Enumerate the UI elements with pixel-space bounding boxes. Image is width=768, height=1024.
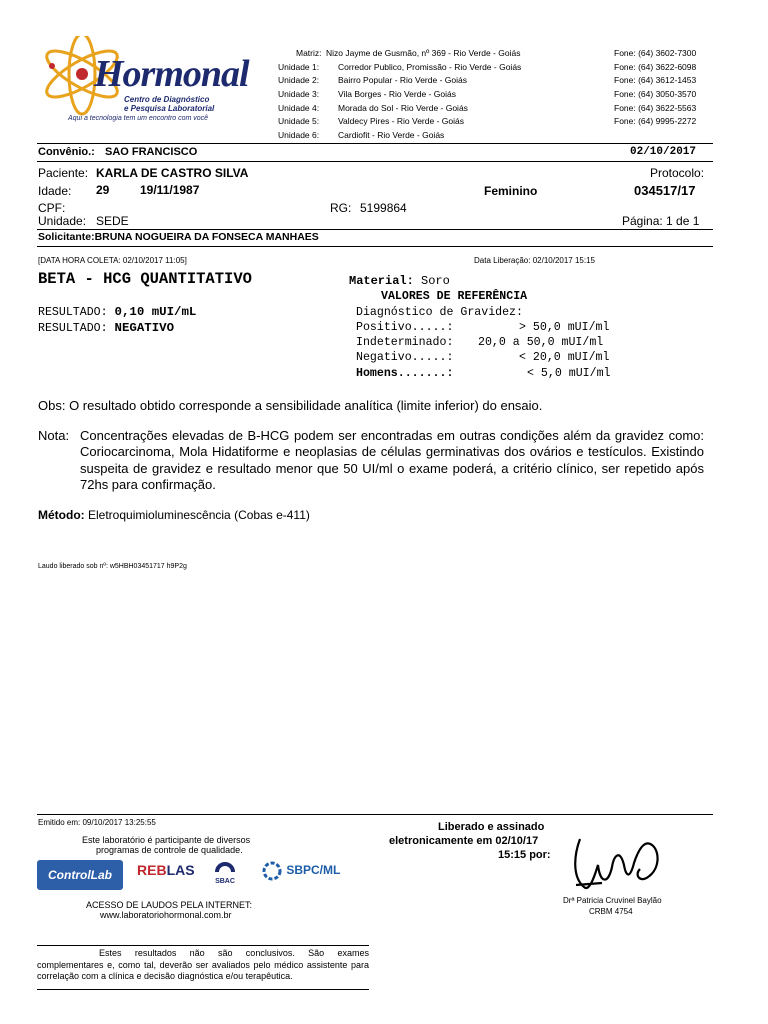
unit-label: Unidade 2: <box>278 75 320 86</box>
unit-address: Morada do Sol - Rio Verde - Goiás <box>338 102 468 113</box>
collection-datetime: [DATA HORA COLETA: 02/10/2017 11:05] <box>38 256 187 265</box>
divider <box>37 143 713 144</box>
emission-datetime: Emitido em: 09/10/2017 13:25:55 <box>38 818 156 827</box>
internet-access-title: ACESSO DE LAUDOS PELA INTERNET: <box>86 900 253 910</box>
solicitante-line <box>38 231 319 243</box>
page-indicator: Página: 1 de 1 <box>622 214 700 228</box>
material-line <box>349 274 450 288</box>
material-label: Material: <box>349 274 414 288</box>
exam-title: BETA - HCG QUANTITATIVO <box>38 270 252 288</box>
quality-text-2: programas de controle de qualidade. <box>96 845 243 855</box>
reference-label: Diagnóstico de Gravidez: <box>356 306 523 319</box>
unit-phone: Fone: (64) 3622-5563 <box>614 102 697 113</box>
sbpc-label: SBPC/ML <box>286 863 341 878</box>
unit-row <box>278 61 558 75</box>
unit-phone: Fone: (64) 3602-7300 <box>614 48 697 58</box>
result-value: NEGATIVO <box>114 321 175 335</box>
quality-text-1: Este laboratório é participante de diversos <box>82 835 251 845</box>
note-paragraph <box>38 428 704 493</box>
logo-tagline: Aqui a tecnologia tem um encontro com você <box>68 115 209 122</box>
controllab-logo: ControlLab <box>37 860 123 890</box>
unit-address: Vila Borges - Rio Verde - Goiás <box>338 89 456 100</box>
paciente-name: KARLA DE CASTRO SILVA <box>96 166 249 180</box>
reblas-logo <box>137 862 195 878</box>
units-phone-list <box>614 47 696 129</box>
divider <box>37 989 369 990</box>
unidade-label: Unidade: <box>38 214 87 228</box>
release-datetime: Data Liberação: 02/10/2017 15:15 <box>474 256 595 265</box>
material-value: Soro <box>421 274 450 288</box>
reference-label: Positivo.....: <box>356 321 454 334</box>
reference-label: Indeterminado: <box>356 336 454 349</box>
cpf-label: CPF: <box>38 201 66 215</box>
unit-row <box>278 47 558 61</box>
logo-subtitle-1: Centro de Diagnóstico <box>124 95 210 104</box>
reblas-logo-red: REB <box>137 862 167 878</box>
unit-label: Matriz: <box>296 48 322 58</box>
lab-logo <box>38 36 249 128</box>
reblas-logo-rest: LAS <box>166 862 195 878</box>
unit-phone: Fone: (64) 3622-6098 <box>614 61 697 72</box>
reference-value: 20,0 a 50,0 mUI/ml <box>478 336 604 349</box>
unit-phone: Fone: (64) 9995-2272 <box>614 116 697 127</box>
doctor-signature <box>568 825 678 897</box>
rg-value: 5199864 <box>360 201 407 215</box>
signed-text-3: 15:15 por: <box>498 849 551 861</box>
logo-wordmark: Hormonal <box>94 53 249 95</box>
rg-label: RG: <box>330 201 352 215</box>
sbac-logo <box>205 854 245 885</box>
divider <box>37 945 369 946</box>
disclaimer-body: Estes resultados não são conclusivos. São exames complementares e, como tal, deverão ser avaliados pelo médico assistente para correlação com a clínica e decisão diagnóstica e/ou terapêutica. <box>37 948 369 981</box>
unit-address: Cardiofit - Rio Verde - Goiás <box>338 130 445 141</box>
reference-row <box>356 366 453 382</box>
unit-address: Valdecy Pires - Rio Verde - Goiás <box>338 116 464 127</box>
unit-label: Unidade 5: <box>278 116 320 127</box>
report-release-code: Laudo liberado sob nº: w5HBH03451717 h9P2g <box>38 563 187 570</box>
doctor-registration: CRBM 4754 <box>589 907 633 916</box>
idade-label: Idade: <box>38 184 72 198</box>
reference-title: VALORES DE REFERÊNCIA <box>381 290 528 303</box>
solicitante-value: BRUNA NOGUEIRA DA FONSECA MANHAES <box>94 231 319 243</box>
result-value: 0,10 mUI/mL <box>114 305 197 319</box>
unit-label: Unidade 3: <box>278 89 320 100</box>
sbac-emblem-icon <box>213 854 237 876</box>
reference-value: < 20,0 mUI/ml <box>519 351 610 364</box>
method-label: Método: <box>38 508 85 522</box>
lab-website: www.laboratoriohormonal.com.br <box>100 910 232 920</box>
unit-address: Nizo Jayme de Gusmão, nº 369 - Rio Verde - Goiás <box>326 48 521 58</box>
reference-value: < 5,0 mUI/ml <box>527 367 611 380</box>
unit-address: Bairro Popular - Rio Verde - Goiás <box>338 75 467 86</box>
logo-subtitle-2: e Pesquisa Laboratorial <box>124 104 215 113</box>
sbpc-emblem-icon <box>261 860 283 882</box>
quality-program-logos <box>37 854 357 896</box>
units-address-list <box>278 47 558 143</box>
reference-row <box>356 305 523 321</box>
reference-label: Homens.......: <box>356 367 454 380</box>
divider <box>37 246 713 247</box>
convenio-value: SAO FRANCISCO <box>105 146 198 158</box>
method-value: Eletroquimioluminescência (Cobas e-411) <box>88 508 310 522</box>
unit-row <box>278 115 558 129</box>
protocolo-value: 034517/17 <box>634 183 696 198</box>
note-label: Nota: <box>38 428 70 443</box>
unit-row <box>278 74 558 88</box>
note-text: Concentrações elevadas de B-HCG podem ser encontradas em outras condições além da gravidez como: Coriocarcinoma, Mola Hidatiforme e neoplasias de células germinativas dos ovários e testículos. Existindo suspeita de gravidez e resultado menor que 50 UI/ml o exame poderá, a critério clínico, ser repetido após 72hs para confirmação. <box>80 428 704 492</box>
protocolo-label: Protocolo: <box>650 166 705 180</box>
disclaimer-text <box>37 948 369 983</box>
result-row-2 <box>38 321 174 337</box>
reference-label: Negativo.....: <box>356 351 454 364</box>
unidade-value: SEDE <box>96 214 129 228</box>
unit-label: Unidade 1: <box>278 61 320 72</box>
divider <box>37 814 713 815</box>
divider <box>37 229 713 230</box>
signed-text-2: eletronicamente em 02/10/17 <box>389 835 539 847</box>
unit-phone: Fone: (64) 3050-3570 <box>614 89 697 100</box>
unit-row <box>278 88 558 102</box>
unit-row <box>278 102 558 116</box>
convenio-label: Convênio.: <box>38 146 95 158</box>
unit-address: Corredor Publico, Promissão - Rio Verde - Goiás <box>338 61 522 72</box>
birth-date: 19/11/1987 <box>140 183 200 197</box>
unit-phone: Fone: (64) 3612-1453 <box>614 75 697 86</box>
observation-text: Obs: O resultado obtido corresponde a sensibilidade analítica (limite inferior) do ensaio. <box>38 398 543 413</box>
signed-text-1: Liberado e assinado <box>438 821 545 833</box>
sbpc-logo <box>261 860 340 882</box>
divider <box>37 161 713 162</box>
result-row-1 <box>38 305 196 321</box>
method-line <box>38 508 310 522</box>
paciente-label: Paciente: <box>38 166 89 180</box>
sex-value: Feminino <box>484 184 538 198</box>
unit-row <box>278 129 558 143</box>
reference-row <box>356 350 453 366</box>
reference-row <box>356 335 453 351</box>
reference-value: > 50,0 mUI/ml <box>519 321 610 334</box>
result-label: RESULTADO: <box>38 306 108 319</box>
report-date: 02/10/2017 <box>630 146 697 158</box>
doctor-name: Drª Patricia Cruvinel Baylão <box>563 896 662 905</box>
unit-label: Unidade 6: <box>278 130 320 141</box>
unit-label: Unidade 4: <box>278 102 320 113</box>
result-label: RESULTADO: <box>38 322 108 335</box>
idade-value: 29 <box>96 183 110 197</box>
solicitante-label: Solicitante: <box>38 231 95 243</box>
reference-row <box>356 320 453 336</box>
sbac-label: SBAC <box>215 878 235 885</box>
